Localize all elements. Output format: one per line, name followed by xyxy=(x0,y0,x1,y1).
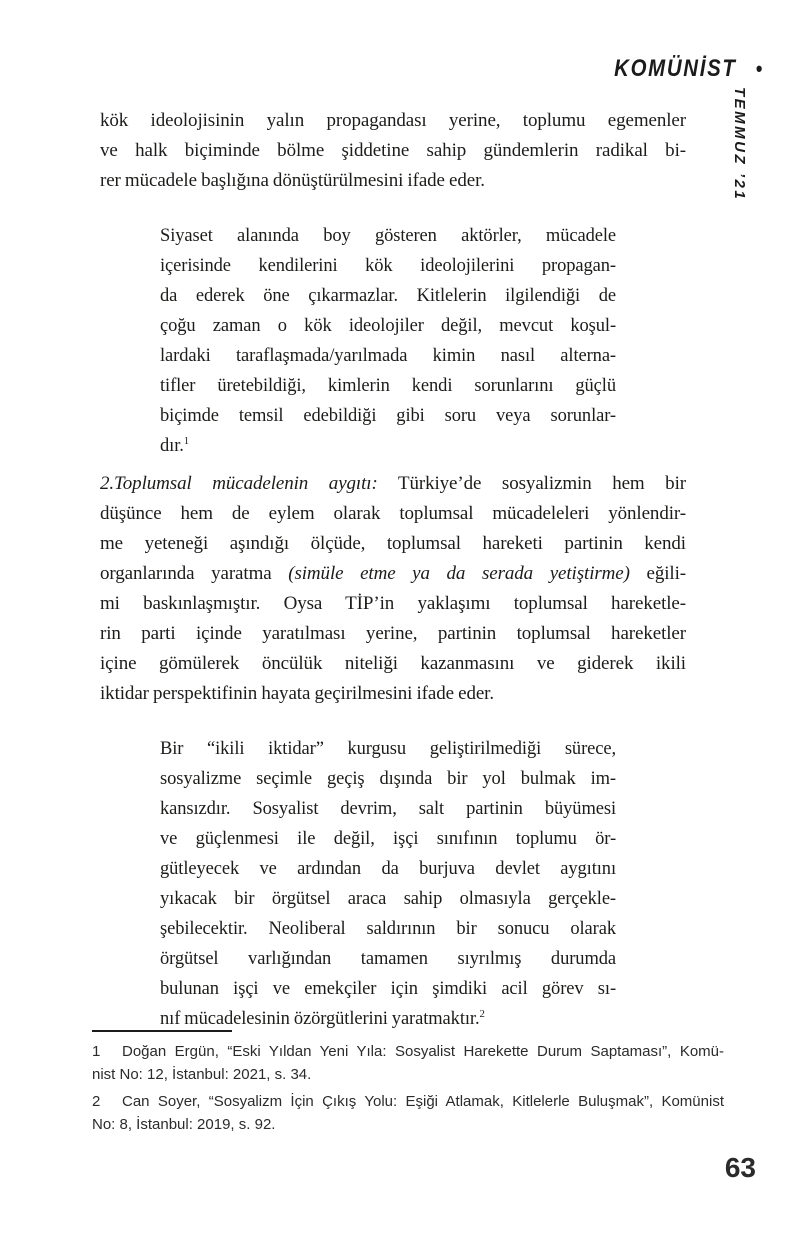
text-segment: lardaki taraflaşmada/yarılmada kimin nasıl alterna- xyxy=(160,346,616,366)
footnote-line: No: 8, İstanbul: 2019, s. 92. xyxy=(92,1116,276,1133)
text-line xyxy=(100,529,686,559)
text-segment: ve halk biçiminde bölme şiddetine sahip gündemlerin radikal bi- xyxy=(100,140,686,161)
text-line xyxy=(160,884,616,914)
text-segment: nıf mücadelesinin özörgütlerini yaratmaktır. xyxy=(160,1009,480,1029)
text-segment: kansızdır. Sosyalist devrim, salt partinin büyümesi xyxy=(160,799,616,819)
footnote-number: 2 xyxy=(92,1093,101,1110)
text-segment: rin parti içinde yaratılması yerine, partinin toplumsal hareketler xyxy=(100,623,686,644)
text-segment: eğili- xyxy=(629,563,686,584)
issue-label: TEMMUZ ’21 xyxy=(731,87,748,202)
footnote-number: 1 xyxy=(92,1043,101,1060)
text-segment: örgütsel varlığından tamamen sıyrılmış durumda xyxy=(160,949,616,969)
text-segment: Siyaset alanında boy gösteren aktörler, mücadele xyxy=(160,226,616,246)
text-segment: içerisinde kendilerini kök ideolojilerini propagan- xyxy=(160,256,616,276)
text-line xyxy=(160,974,616,1004)
text-line xyxy=(160,914,616,944)
magazine-title: KOMÜNİST xyxy=(613,55,737,82)
footnote-divider xyxy=(92,1030,232,1032)
text-line xyxy=(160,221,616,251)
text-line xyxy=(100,619,686,649)
masthead xyxy=(614,55,762,83)
article-body xyxy=(100,106,686,1042)
text-segment: yıkacak bir örgütsel araca sahip olmasıyla gerçekle- xyxy=(160,889,616,909)
footnote-item xyxy=(92,1040,724,1086)
block-quote xyxy=(160,221,616,461)
text-line xyxy=(160,401,616,431)
text-line xyxy=(100,649,686,679)
text-segment: ve güçlenmesi ile değil, işçi sınıfının toplumu ör- xyxy=(160,829,616,849)
text-line xyxy=(160,944,616,974)
text-line xyxy=(160,371,616,401)
footnotes-list xyxy=(92,1040,724,1136)
footnote-line: 2 Can Soyer, “Sosyalizm İçin Çıkış Yolu: Eşiği Atlamak, Kitlelerle Buluşmak”, Komünist xyxy=(92,1090,724,1113)
text-segment: tifler üretebildiği, kimlerin kendi sorunlarını güçlü xyxy=(160,376,616,396)
text-segment: mi baskınlaşmıştır. Oysa TİP’in yaklaşımı toplumsal hareketle- xyxy=(100,593,686,614)
text-segment: organlarında yaratma xyxy=(100,563,289,584)
text-line xyxy=(100,106,686,136)
text-segment: düşünce hem de eylem olarak toplumsal mücadeleleri yönlendir- xyxy=(100,503,686,524)
text-segment: kök ideolojisinin yalın propagandası yerine, toplumu egemenler xyxy=(100,110,686,131)
text-line xyxy=(160,734,616,764)
text-line xyxy=(160,251,616,281)
page-number: 63 xyxy=(724,1152,756,1183)
block-quote xyxy=(160,734,616,1034)
text-line xyxy=(160,764,616,794)
text-segment: Türkiye’de sosyalizmin hem bir xyxy=(377,473,686,494)
text-segment: iktidar perspektifinin hayata geçirilmesini ifade eder. xyxy=(100,683,495,704)
text-segment: biçimde temsil edebildiği gibi soru veya sorunlar- xyxy=(160,406,616,426)
text-segment: (simüle etme ya da serada yetiştirme) xyxy=(288,563,630,584)
text-line xyxy=(160,794,616,824)
text-segment: şebilecektir. Neoliberal saldırının bir sonucu olarak xyxy=(160,919,616,939)
text-segment: içine gömülerek öncülük niteliği kazanmasını ve giderek ikili xyxy=(100,653,686,674)
body-paragraph xyxy=(100,106,686,196)
footnotes xyxy=(92,1030,724,1136)
text-line xyxy=(160,281,616,311)
footnote-line: 1 Doğan Ergün, “Eski Yıldan Yeni Yıla: Sosyalist Harekette Durum Saptaması”, Komü- xyxy=(92,1040,724,1063)
text-line xyxy=(100,166,686,196)
text-segment: Bir “ikili iktidar” kurgusu geliştirilmediği sürece, xyxy=(160,739,616,759)
text-line xyxy=(100,559,686,589)
text-line xyxy=(100,136,686,166)
text-line xyxy=(160,431,616,461)
text-line xyxy=(160,311,616,341)
footnote-line: nist No: 12, İstanbul: 2021, s. 34. xyxy=(92,1066,312,1083)
text-line xyxy=(160,824,616,854)
footnote-reference: 2 xyxy=(479,1007,485,1020)
text-line xyxy=(160,854,616,884)
text-segment: da ederek öne çıkarmazlar. Kitlelerin ilgilendiği de xyxy=(160,286,616,306)
text-segment: me yeteneği aşındığı ölçüde, toplumsal hareketi partinin kendi xyxy=(100,533,686,554)
text-segment: gütleyecek ve ardından da burjuva devlet aygıtını xyxy=(160,859,616,879)
text-segment: çoğu zaman o kök ideolojiler değil, mevcut koşul- xyxy=(160,316,616,336)
text-segment: 2.Toplumsal mücadelenin aygıtı: xyxy=(100,473,378,494)
text-segment: dır. xyxy=(160,436,184,456)
text-line xyxy=(100,679,686,709)
footnote-reference: 1 xyxy=(183,434,190,447)
body-paragraph xyxy=(100,469,686,709)
text-segment: bulunan işçi ve emekçiler için şimdiki acil görev sı- xyxy=(160,979,616,999)
text-line xyxy=(100,469,686,499)
footnote-item xyxy=(92,1090,724,1136)
text-line xyxy=(100,499,686,529)
text-line xyxy=(160,341,616,371)
text-line xyxy=(100,589,686,619)
text-segment: rer mücadele başlığına dönüştürülmesini ifade eder. xyxy=(100,170,485,191)
bullet-icon: • xyxy=(755,56,762,81)
text-segment: sosyalizme seçimle geçiş dışında bir yol bulmak im- xyxy=(160,769,616,789)
